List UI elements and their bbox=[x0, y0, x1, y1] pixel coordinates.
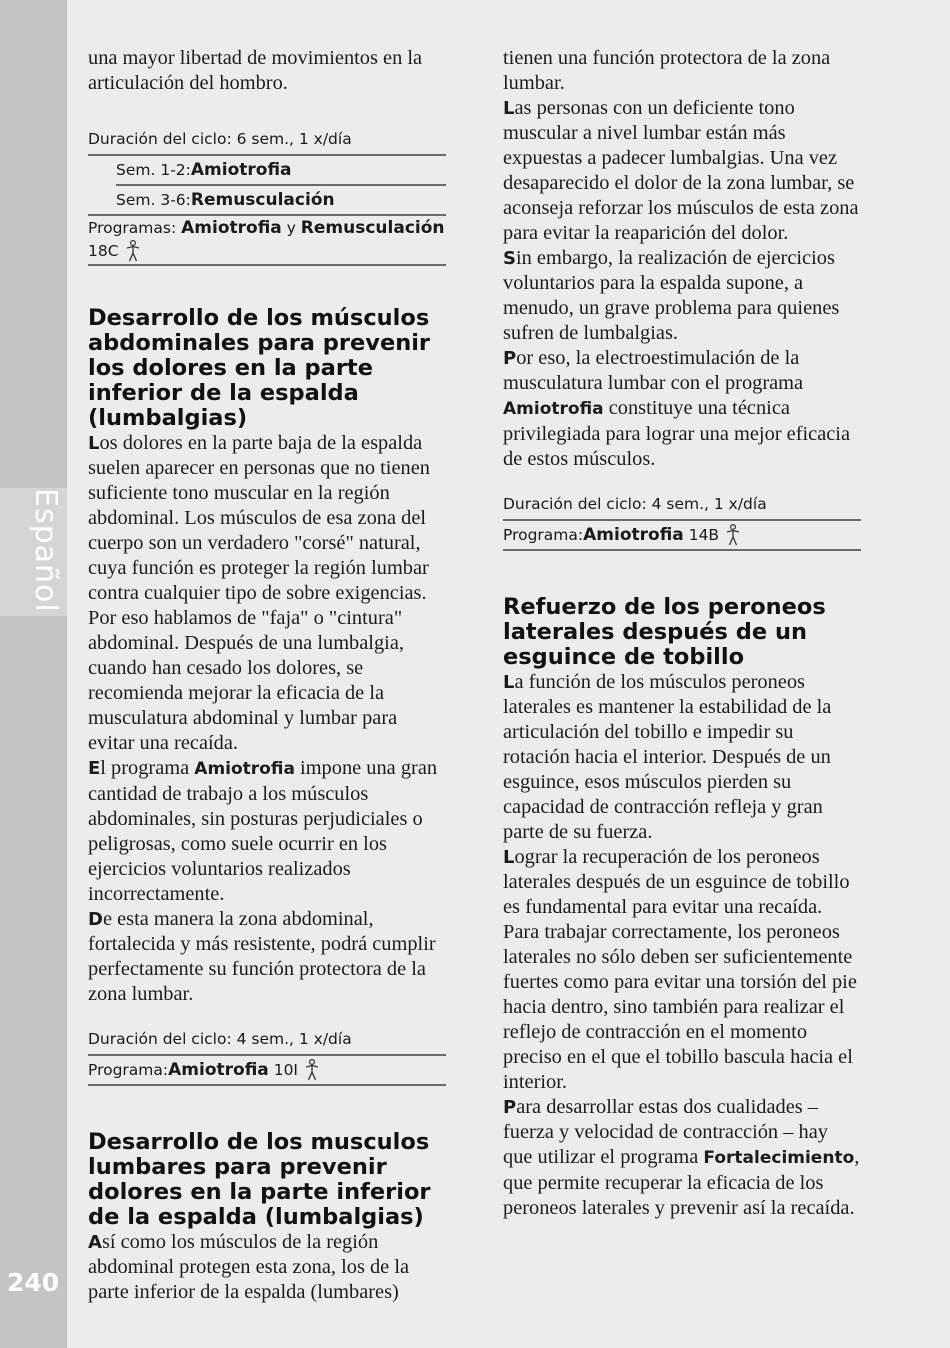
left-column bbox=[88, 46, 446, 1305]
page-number: 240 bbox=[7, 1268, 60, 1297]
program-code: 10I bbox=[273, 1061, 298, 1079]
cycle-duration-1: Duración del ciclo: 6 sem., 1 x/día bbox=[88, 130, 352, 148]
standing-person-icon bbox=[725, 524, 741, 546]
body-paragraph: Las personas con un deficiente tono muscular a nivel lumbar están más expuestas a padecer lumbalgias. Una vez desaparecido el dolor de la zona lumbar, se aconseja reforzar los músculos de esta zona para evitar la reaparición del dolor. bbox=[503, 97, 859, 244]
language-label: Español bbox=[28, 488, 63, 613]
program-code: 14B bbox=[688, 526, 720, 544]
right-column bbox=[503, 46, 861, 1221]
section-title: Refuerzo de los peroneos laterales después de un esguince de tobillo bbox=[503, 594, 826, 670]
section-title: Desarrollo de los músculos abdominales para prevenir los dolores en la parte inferior de la espalda (lumbalgias) bbox=[88, 305, 431, 431]
body-paragraph: tienen una función protectora de la zona lumbar. bbox=[503, 47, 831, 94]
program-name: Remusculación bbox=[300, 218, 445, 238]
section-title: Desarrollo de los musculos lumbares para prevenir dolores en la parte inferior de la espalda (lumbalgias) bbox=[88, 1129, 431, 1230]
program-name: Amiotrofia bbox=[168, 1060, 269, 1080]
program-name: Fortalecimiento bbox=[703, 1148, 855, 1168]
body-paragraph: Lograr la recuperación de los peroneos laterales después de un esguince de tobillo es fundamental para evitar una recaída. Para trabajar correctamente, los peroneos laterales no sólo deben ser suficientemente fuertes como para evitar una torsión del pie hacia dentro, sino también para realizar el reflejo de contracción en el momento preciso en el que el tobillo bascula hacia el interior. bbox=[503, 846, 857, 1093]
program-name: Amiotrofia bbox=[190, 160, 292, 180]
language-sidebar bbox=[0, 0, 67, 1348]
week-row-1: Sem. 1-2: Amiotrofia bbox=[116, 160, 292, 180]
body-paragraph: Por eso, la electroestimulación de la musculatura lumbar con el programa Amiotrofia constituye una técnica privilegiada para lograr una mejor eficacia de estos músculos. bbox=[503, 347, 851, 470]
programs-row: Programas: Amiotrofia y Remusculación bbox=[88, 218, 445, 238]
program-name: Amiotrofia bbox=[583, 525, 684, 545]
intro-paragraph: una mayor libertad de movimientos en la articulación del hombro. bbox=[88, 47, 423, 94]
cycle-duration-3: Duración del ciclo: 4 sem., 1 x/día bbox=[503, 495, 767, 513]
program-name: Amiotrofia bbox=[181, 218, 282, 238]
body-paragraph: De esta manera la zona abdominal, fortalecida y más resistente, podrá cumplir perfectamente su función protectora de la zona lumbar. bbox=[88, 908, 436, 1005]
program-name: Amiotrofia bbox=[194, 759, 295, 779]
body-paragraph: Así como los músculos de la región abdominal protegen esta zona, los de la parte inferior de la espalda (lumbares) bbox=[88, 1231, 410, 1303]
program-name: Amiotrofia bbox=[503, 399, 604, 419]
program-code-row bbox=[88, 238, 446, 264]
program-row: Programa: Amiotrofia 10I bbox=[88, 1056, 446, 1084]
program-name: Remusculación bbox=[190, 190, 335, 210]
standing-person-icon bbox=[304, 1059, 320, 1081]
program-code: 18C bbox=[88, 242, 119, 260]
body-paragraph: Para desarrollar estas dos cualidades – fuerza y velocidad de contracción – hay que utilizar el programa Fortalecimiento, que permite recuperar la eficacia de los peroneos laterales y prevenir así la recaída. bbox=[503, 1096, 860, 1219]
cycle-duration-2: Duración del ciclo: 4 sem., 1 x/día bbox=[88, 1030, 352, 1048]
body-paragraph: Sin embargo, la realización de ejercicios voluntarios para la espalda supone, a menudo, un grave problema para quienes sufren de lumbalgias. bbox=[503, 247, 840, 344]
standing-person-icon bbox=[125, 240, 141, 262]
program-row: Programa: Amiotrofia 14B bbox=[503, 521, 861, 549]
week-row-2: Sem. 3-6: Remusculación bbox=[116, 190, 335, 210]
body-paragraph: El programa Amiotrofia impone una gran cantidad de trabajo a los músculos abdominales, sin posturas perjudiciales o peligrosas, como suele ocurrir en los ejercicios voluntarios realizados incorrectamente. bbox=[88, 757, 438, 905]
body-paragraph: La función de los músculos peroneos laterales es mantener la estabilidad de la articulación del tobillo e impedir su rotación hacia el interior. Después de un esguince, esos músculos pierden su capacidad de contracción refleja y gran parte de su fuerza. bbox=[503, 671, 832, 843]
body-paragraph: Los dolores en la parte baja de la espalda suelen aparecer en personas que no tienen suficiente tono muscular en la región abdominal. Los músculos de esa zona del cuerpo son un verdadero "corsé" natural, cuya función es proteger la región lumbar contra cualquier tipo de sobre exigencias. Por eso hablamos de "faja" o "cintura" abdominal. Después de una lumbalgia, cuando han cesado los dolores, se recomienda mejorar la eficacia de la musculatura abdominal y lumbar para evitar una recaída. bbox=[88, 432, 430, 754]
